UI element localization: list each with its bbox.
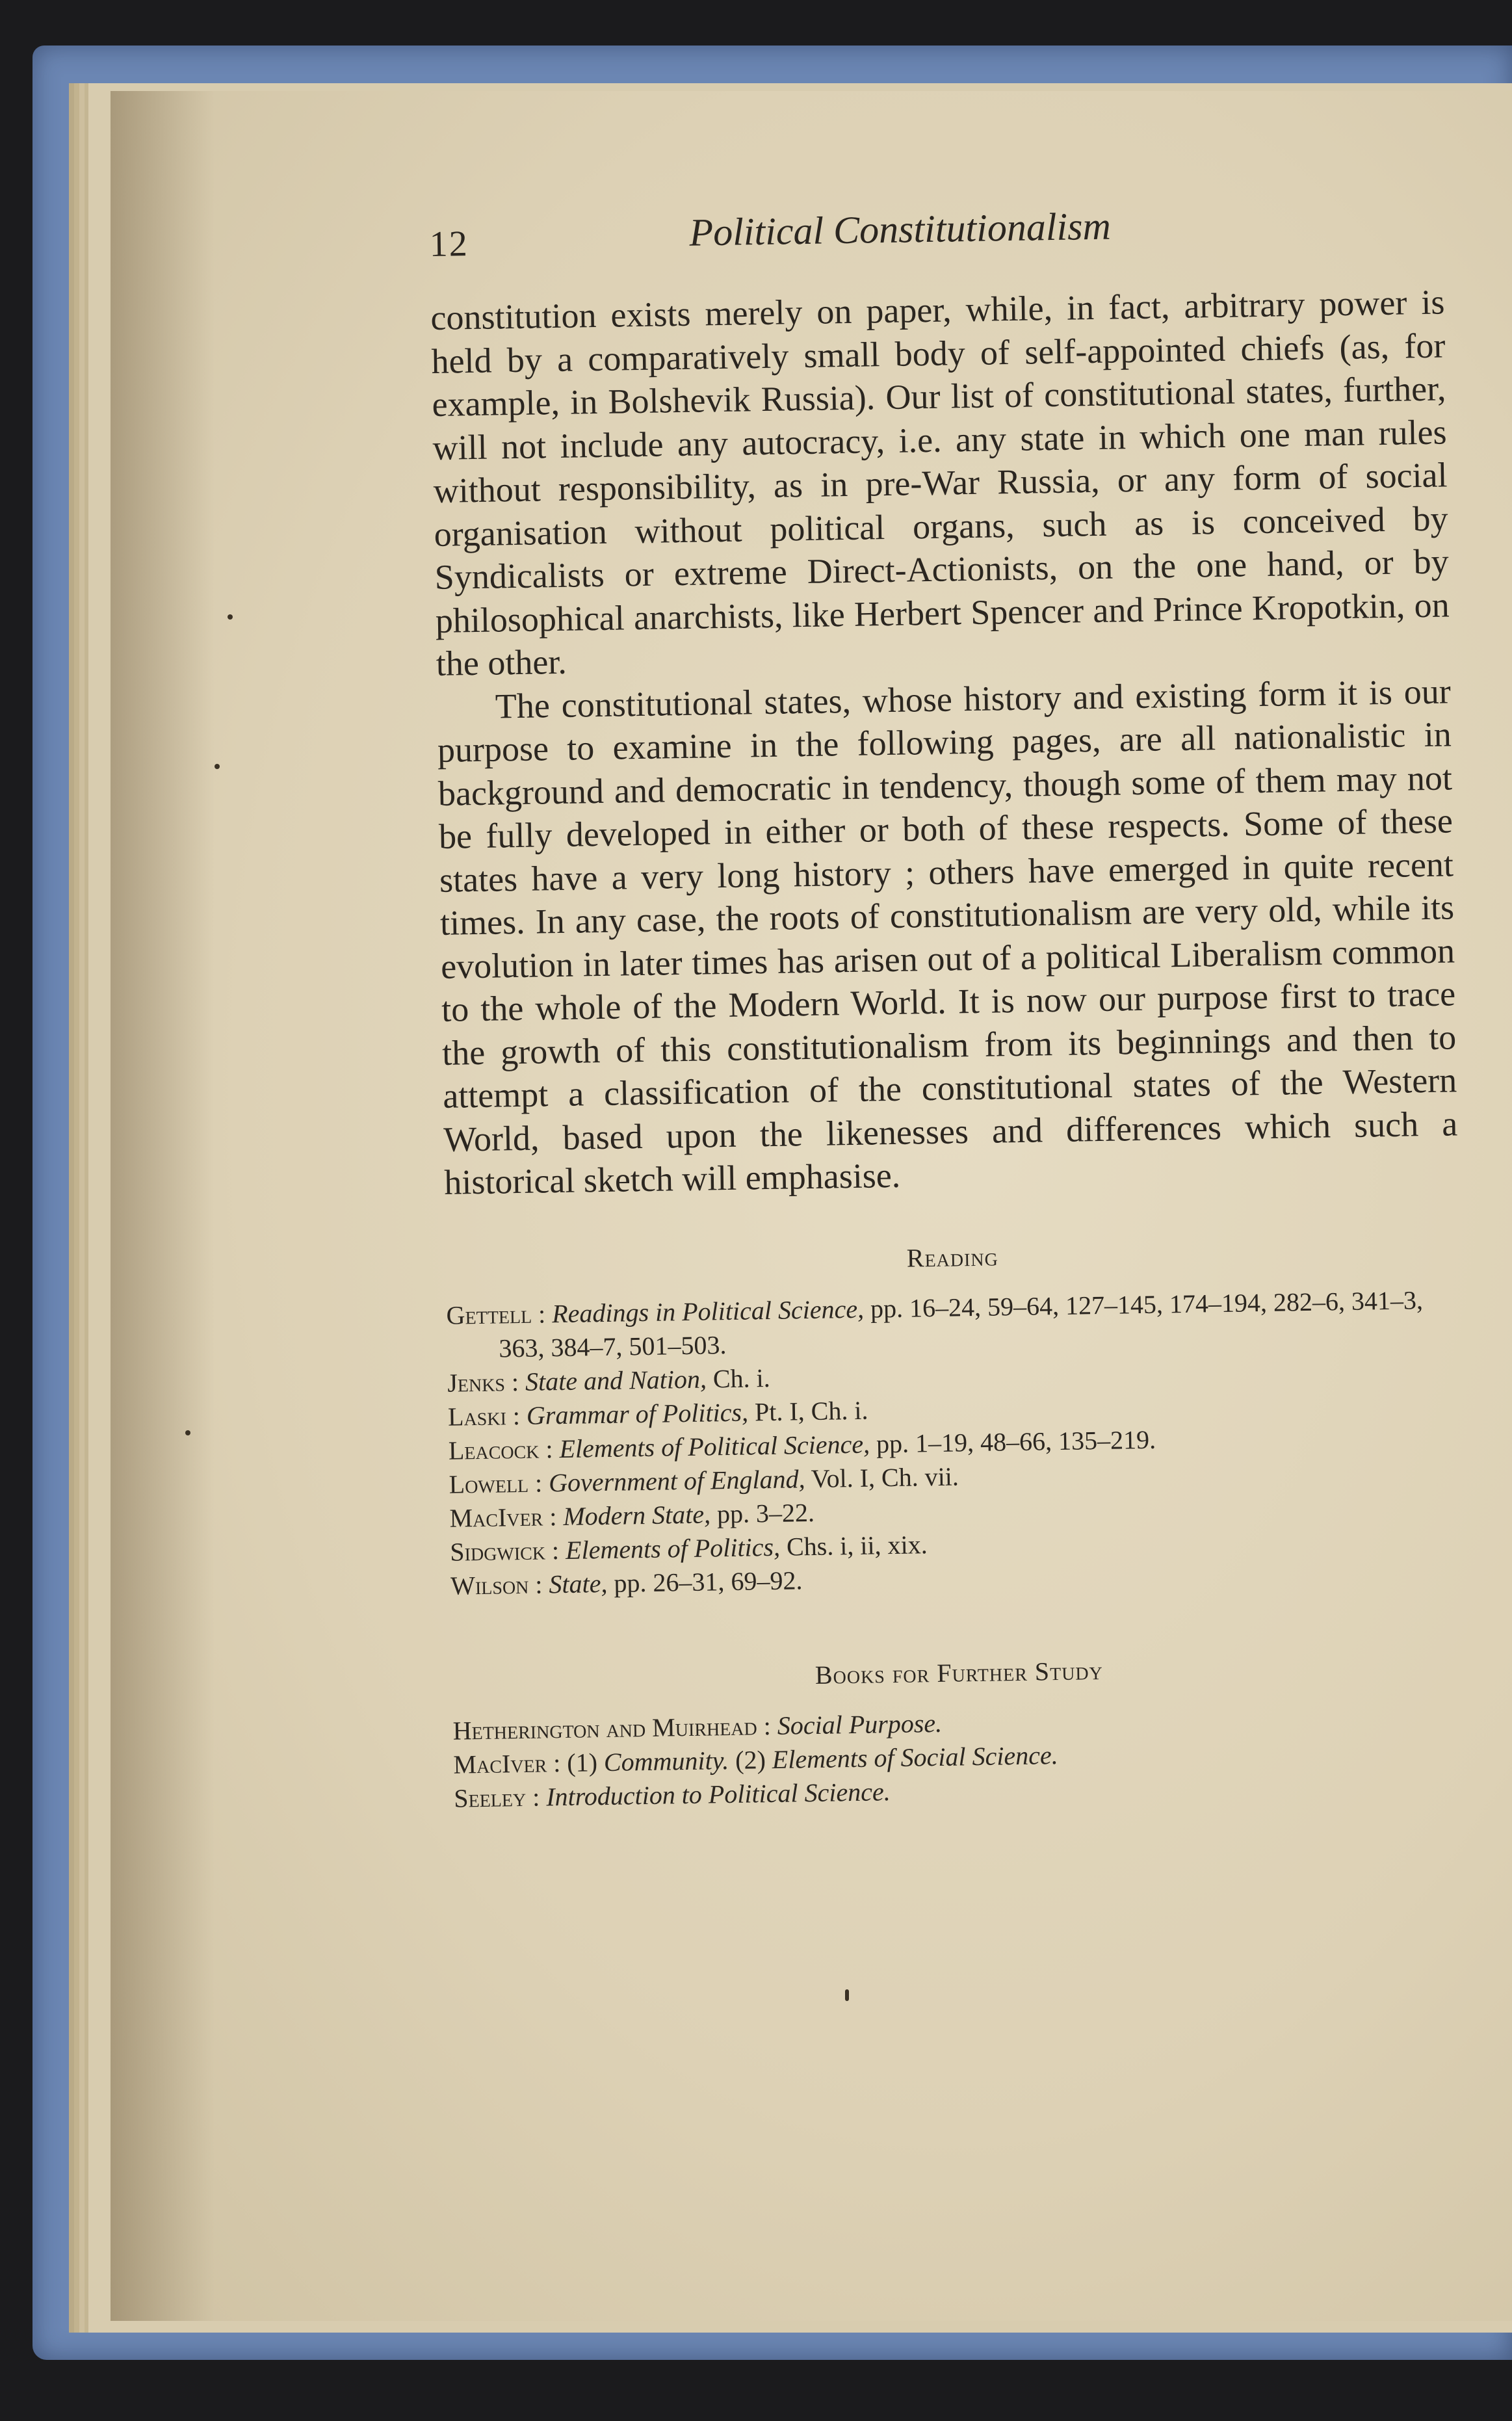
reading-work: Elements of Politics, — [565, 1532, 781, 1565]
paragraph-1: constitution exists merely on paper, while, in fact, arbitrary power is held by a comparatively small body of self-appointed chiefs (as, for example, in Bolshevik Russia). Our list of constitutional states, further, will not include any autocracy, i.e. any state in which one man rules without responsibility, as in pre-War Russia, or any form of social organisation without political organs, such as is conceived by Syndicalists or extreme Direct-Actionists, on the one hand, or by philosophical anarchists, like Herbert Spencer and Prince Kropotkin, on the other. — [430, 282, 1450, 683]
reading-work: Elements of Political Science, — [559, 1429, 870, 1463]
further-study-author: MacIver : — [453, 1747, 561, 1779]
reading-detail: pp. 26–31, 69–92. — [614, 1565, 803, 1598]
further-study-title: Social Purpose. — [777, 1708, 943, 1740]
reading-work: State, — [549, 1568, 608, 1599]
further-study-title: Community. — [603, 1745, 729, 1777]
reading-heading: Reading — [906, 1241, 999, 1273]
reading-work: Government of England, — [548, 1463, 805, 1497]
further-study-list — [452, 1698, 1468, 1815]
paragraph-2: The constitutional states, whose history and existing form it is our purpose to examine in the following pages, are all nationalistic in background and democratic in tendency, though some of them may not be fully developed in either or both of these respects. Some of these states have a very long history ; others have emerged in quite recent times. In any case, the roots of constitutionalism are very old, while its evolution in later times has arisen out of a political Liberalism common to the whole of the Modern World. It is now our purpose first to trace the growth of this constitutionalism from its beginnings and then to attempt a classification of the constitutional states of the Western World, based upon the likenesses and differences which such a historical sketch will emphasise. — [437, 671, 1458, 1202]
ink-speck — [228, 614, 233, 620]
further-study-heading: Books for Further Study — [815, 1655, 1104, 1690]
reading-author: Jenks : — [447, 1367, 519, 1398]
reading-detail: Chs. i, ii, xix. — [786, 1529, 928, 1562]
further-study-number: (2) — [728, 1744, 773, 1775]
reading-author: Sidgwick : — [449, 1535, 560, 1567]
further-study-title: Introduction to Political Science. — [545, 1776, 891, 1811]
reading-detail: pp. 16–24, 59–64, 127–145, 174–194, 282–6, 341–3, 363, 384–7, 501–503. — [499, 1285, 1424, 1363]
reading-detail: pp. 1–19, 48–66, 135–219. — [876, 1424, 1156, 1458]
reading-detail: Pt. I, Ch. i. — [754, 1395, 868, 1426]
reading-author: Laski : — [447, 1400, 521, 1432]
reading-work: Readings in Political Science, — [551, 1294, 865, 1328]
reading-detail: Vol. I, Ch. vii. — [811, 1461, 959, 1493]
reading-author: MacIver : — [449, 1501, 557, 1533]
further-study-author: Hetherington and Muirhead : — [452, 1710, 772, 1746]
ink-speck — [215, 764, 220, 769]
ink-speck — [185, 1430, 190, 1435]
reading-author: Gettell : — [446, 1298, 546, 1330]
reading-author: Lowell : — [449, 1468, 543, 1499]
reading-author: Leacock : — [448, 1433, 553, 1465]
reading-detail: Ch. i. — [712, 1363, 771, 1393]
further-study-title: Elements of Social Science. — [772, 1740, 1058, 1774]
further-study-number: (1) — [566, 1747, 605, 1777]
body-text — [430, 280, 1459, 1204]
running-title: Political Constitutionalism — [688, 204, 1112, 254]
gutter-shadow — [111, 91, 215, 2321]
reading-work: Grammar of Politics, — [526, 1397, 749, 1430]
reading-detail: pp. 3–22. — [716, 1497, 815, 1528]
page-content — [429, 198, 1468, 1815]
reading-work: Modern State, — [563, 1498, 711, 1531]
further-study-author: Seeley : — [453, 1782, 540, 1813]
ink-speck — [845, 1989, 849, 2001]
reading-work: State and Nation, — [525, 1364, 707, 1396]
reading-author: Wilson : — [450, 1569, 543, 1601]
page-number: 12 — [429, 224, 469, 265]
reading-list — [446, 1283, 1465, 1603]
